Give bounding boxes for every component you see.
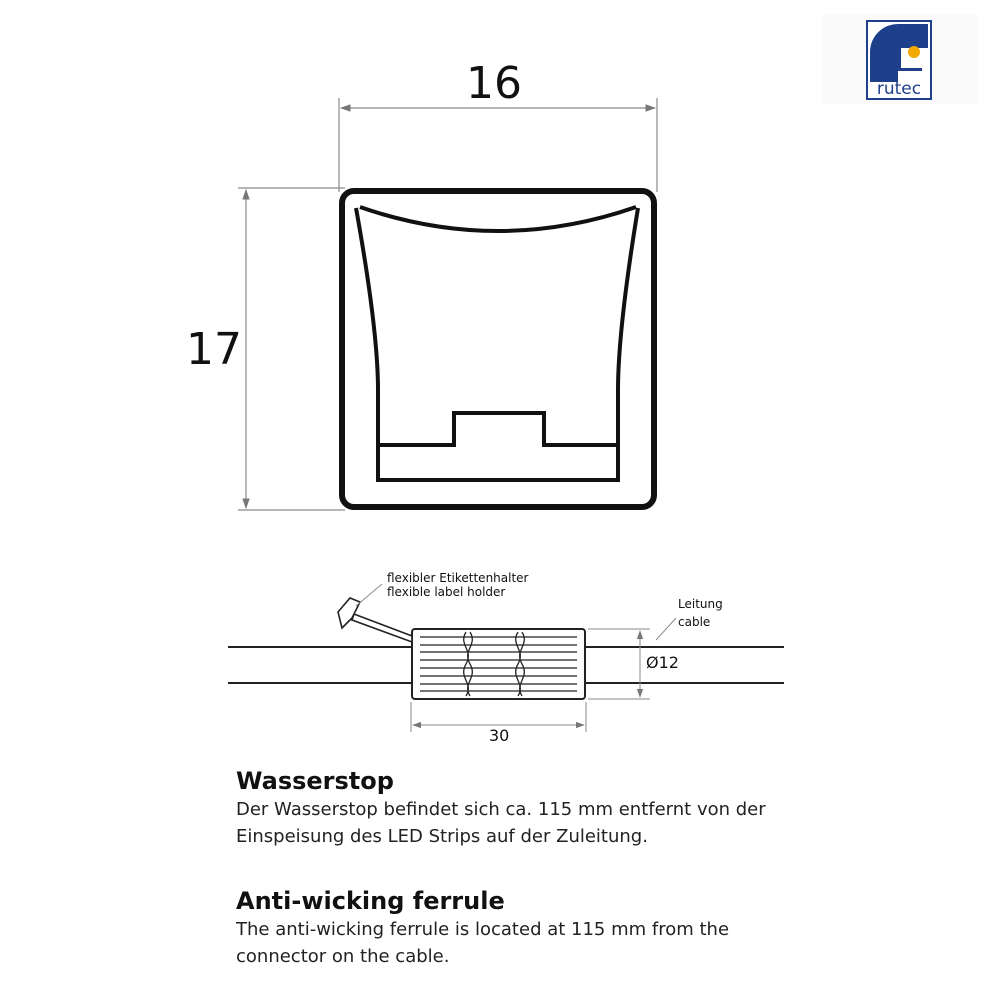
profile-dimensions [238,98,657,510]
inner-channel [356,208,638,480]
cable-leader [656,618,676,640]
label-holder-caption [387,571,529,599]
cable-caption [678,595,723,631]
ferrule-length-label: 30 [489,726,510,745]
label-holder-strap [352,614,412,642]
ferrule-body [412,629,585,699]
section-text: Der Wasserstop befindet sich ca. 115 mm entfernt von der Einspeisung des LED Strips auf der Zuleitung. [236,799,766,847]
logo-text: rutec [876,79,922,99]
section-anti-wicking [236,886,936,970]
ferrule-diameter-label: Ø12 [646,653,679,672]
label-holder-text-de: flexibler Etikettenhalter [387,571,529,585]
label-holder [338,598,412,642]
section-wasserstop [236,766,936,850]
profile-width-label: 16 [466,58,522,109]
aluminium-profile [342,191,654,507]
ferrule [412,629,585,699]
label-holder-tip [338,598,360,628]
strip-base [378,413,618,445]
diffuser-top [360,207,636,231]
label-holder-leader [356,584,382,606]
profile-height-label: 17 [186,324,242,375]
cable-text-de: Leitung [678,597,723,611]
section-text: The anti-wicking ferrule is located at 115 mm from the connector on the cable. [236,919,730,967]
cable-text-en: cable [678,615,711,629]
profile-outer-wall [342,191,654,507]
section-heading: Anti-wicking ferrule [236,887,505,915]
label-holder-text-en: flexible label holder [387,585,506,599]
section-heading: Wasserstop [236,767,394,795]
